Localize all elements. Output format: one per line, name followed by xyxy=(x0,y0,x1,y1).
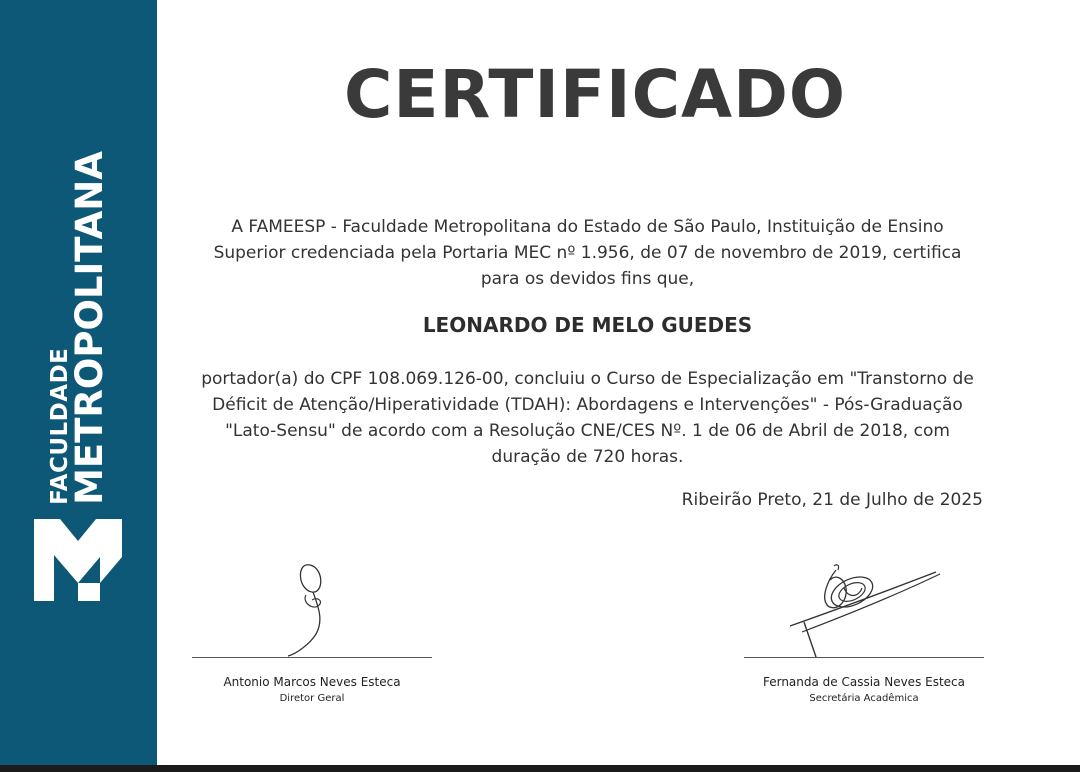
intro-line: A FAMEESP - Faculdade Metropolitana do Estado de São Paulo, Instituição de Ensino xyxy=(231,217,944,237)
signer-name: Fernanda de Cassia Neves Esteca xyxy=(762,675,966,689)
body-line: portador(a) do CPF 108.069.126-00, concluiu o Curso de Especialização em "Transtorno de xyxy=(201,369,974,389)
handwritten-signature-director xyxy=(192,540,432,658)
certificate-title: CERTIFICADO xyxy=(343,56,846,133)
signature-block-secretary xyxy=(744,540,984,704)
signature-line xyxy=(744,657,984,658)
body-line: duração de 720 horas. xyxy=(491,447,684,467)
brand-line-faculdade: FACULDADE xyxy=(47,347,73,505)
body-line: Déficit de Atenção/Hiperatividade (TDAH): Abordagens e Intervenções" - Pós-Graduação xyxy=(212,395,963,415)
handwritten-signature-secretary xyxy=(744,540,984,658)
place-and-date: Ribeirão Preto, 21 de Julho de 2025 xyxy=(681,490,983,510)
signer-role: Secretária Acadêmica xyxy=(809,693,919,704)
m-logo-icon xyxy=(32,513,124,603)
signature-line xyxy=(192,657,432,658)
sidebar-brand-panel xyxy=(0,0,157,765)
signer-name: Antonio Marcos Neves Esteca xyxy=(223,675,401,689)
recipient-name: LEONARDO DE MELO GUEDES xyxy=(422,313,753,337)
intro-line: Superior credenciada pela Portaria MEC nº 1.956, de 07 de novembro de 2019, certifica xyxy=(213,243,962,263)
signature-block-director xyxy=(192,540,432,704)
bottom-edge-bar xyxy=(0,765,1080,772)
intro-line: para os devidos fins que, xyxy=(480,269,695,289)
signer-role: Diretor Geral xyxy=(279,693,345,704)
brand-line-metropolitana: METROPOLITANA xyxy=(68,151,111,505)
certificate-body xyxy=(180,366,995,470)
certificate-intro xyxy=(180,214,995,292)
body-line: "Lato-Sensu" de acordo com a Resolução CNE/CES Nº. 1 de 06 de Abril de 2018, com xyxy=(225,421,950,441)
